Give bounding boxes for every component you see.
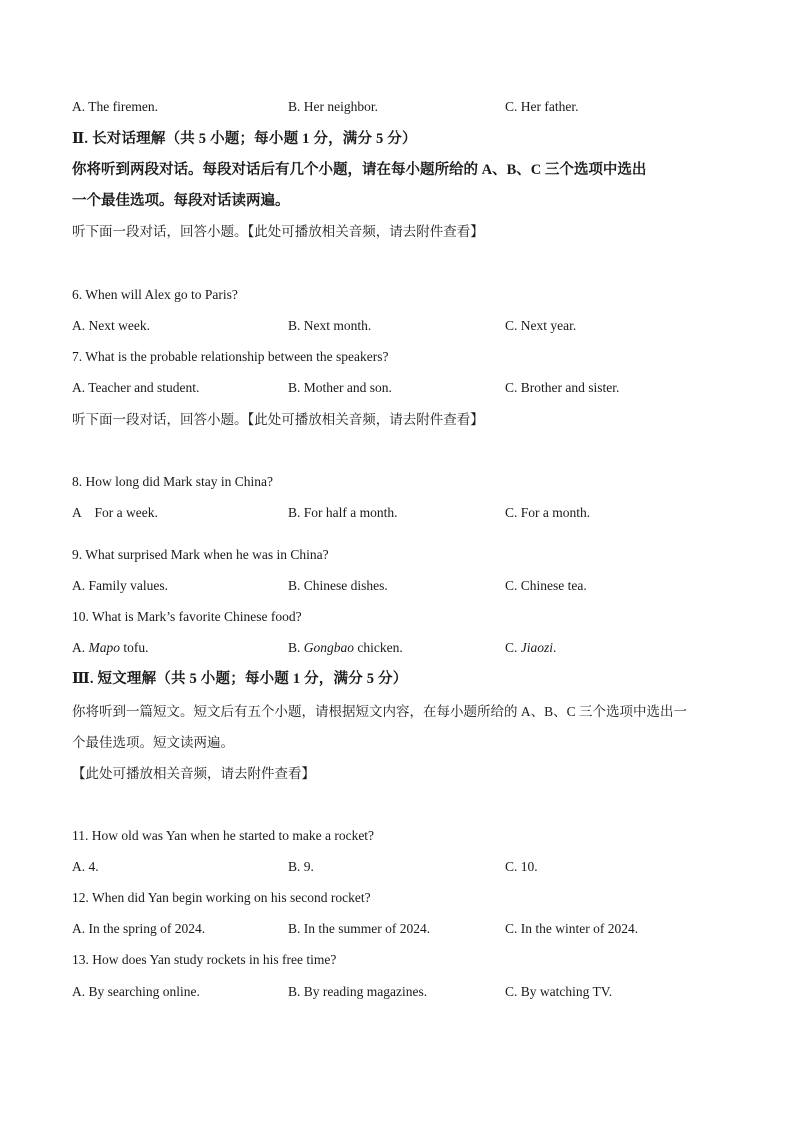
q11-option-c: C. 10. (505, 859, 538, 874)
q6-question: 6. When will Alex go to Paris? (72, 287, 238, 302)
q11-option-b: B. 9. (288, 859, 314, 874)
q10-option-c: C. Jiaozi. (505, 640, 557, 655)
q13-options (72, 984, 732, 1000)
q11-option-a: A. 4. (72, 859, 99, 874)
q10-option-a: A. Mapo tofu. (72, 640, 149, 655)
q10-option-b: B. Gongbao chicken. (288, 640, 403, 655)
q7-options (72, 380, 732, 396)
q9-question: 9. What surprised Mark when he was in China? (72, 547, 329, 562)
section3-instruction-2: 个最佳选项。短文读两遍。 (72, 735, 234, 750)
audio-note-3: 【此处可播放相关音频，请去附件查看】 (72, 766, 315, 781)
q8-option-b: B. For half a month. (288, 505, 398, 520)
q8-question: 8. How long did Mark stay in China? (72, 474, 273, 489)
section2-instruction-1: 你将听到两段对话。每段对话后有几个小题，请在每小题所给的 A、B、C 三个选项中选出 (72, 162, 647, 178)
q13-question: 13. How does Yan study rockets in his free time? (72, 952, 337, 967)
section3-heading: Ⅲ. 短文理解（共 5 小题；每小题 1 分，满分 5 分） (72, 671, 408, 687)
q7-option-c: C. Brother and sister. (505, 380, 620, 395)
q11-question: 11. How old was Yan when he started to make a rocket? (72, 828, 375, 843)
q9-option-c: C. Chinese tea. (505, 578, 587, 593)
q12-option-b: B. In the summer of 2024. (288, 921, 431, 936)
q12-option-c: C. In the winter of 2024. (505, 921, 639, 936)
q9-option-a: A. Family values. (72, 578, 168, 593)
q5-option-a: A. The firemen. (72, 99, 158, 114)
q5-option-c: C. Her father. (505, 99, 579, 114)
q5-options (72, 99, 732, 115)
q9-options (72, 578, 732, 594)
q6-option-a: A. Next week. (72, 318, 150, 333)
q11-options (72, 859, 732, 875)
section2-instruction-2: 一个最佳选项。每段对话读两遍。 (72, 193, 290, 209)
q13-option-c: C. By watching TV. (505, 984, 613, 999)
q13-option-b: B. By reading magazines. (288, 984, 428, 999)
section2-heading: Ⅱ. 长对话理解（共 5 小题；每小题 1 分，满分 5 分） (72, 131, 417, 147)
q8-option-c: C. For a month. (505, 505, 591, 520)
q8-options (72, 505, 732, 521)
q8-option-a: A For a week. (72, 505, 158, 520)
q10-options (72, 640, 732, 656)
q6-options (72, 318, 732, 334)
q7-option-a: A. Teacher and student. (72, 380, 200, 395)
q12-question: 12. When did Yan begin working on his second rocket? (72, 890, 371, 905)
q6-option-c: C. Next year. (505, 318, 577, 333)
section3-instruction-1: 你将听到一篇短文。短文后有五个小题，请根据短文内容，在每小题所给的 A、B、C 三个选项中选出一 (72, 704, 688, 719)
q5-option-b: B. Her neighbor. (288, 99, 378, 114)
q7-question: 7. What is the probable relationship between the speakers? (72, 349, 389, 364)
q12-option-a: A. In the spring of 2024. (72, 921, 206, 936)
q13-option-a: A. By searching online. (72, 984, 200, 999)
q9-option-b: B. Chinese dishes. (288, 578, 388, 593)
q6-option-b: B. Next month. (288, 318, 372, 333)
q10-question: 10. What is Mark’s favorite Chinese food? (72, 609, 302, 624)
q7-option-b: B. Mother and son. (288, 380, 392, 395)
audio-note-1: 听下面一段对话，回答小题。【此处可播放相关音频，请去附件查看】 (72, 224, 484, 239)
audio-note-2: 听下面一段对话，回答小题。【此处可播放相关音频，请去附件查看】 (72, 412, 484, 427)
q12-options (72, 921, 732, 937)
